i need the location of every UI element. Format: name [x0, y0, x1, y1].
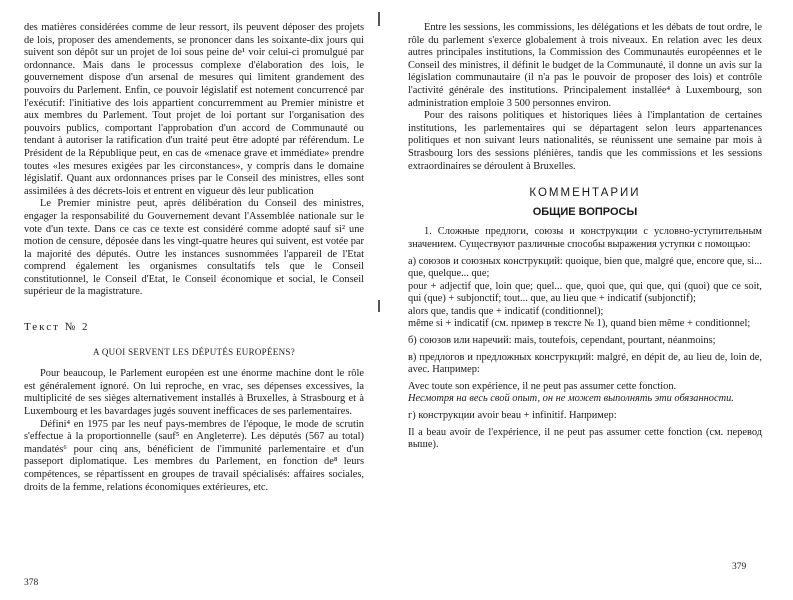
paragraph: Défini⁴ en 1975 par les neuf pays-membres de l'époque, le mode de scrutin s'effectue à la proportionnelle (sauf⁵ en Angleterre). Les députés (567 au total) mandatés⁶ pour cinq ans, bénéficient de l'immunité parlementaire et d'un passeport diplomatique. Les membres du Parlement, en fonction de⁸ leurs compétences, se répartissent en groupes de travail spécialisés: affaires sociales, droits de la femme, relations économiques extérieures, etc. — [24, 418, 364, 493]
paragraph: Entre les sessions, les commissions, les délégations et les débats de tout ordre, le rôle du parlement s'exerce globalement à trois niveaux. En relation avec les deux autres principales institutions, la Commission des Communautés européennes et le Conseil des ministres, il définit le budget de la Communauté, il donne un avis sur la législation communautaire (il n'a pas le pouvoir de proposer des lois) et contrôle l'activité générale des institutions. Principalement installée⁴ à Luxembourg, son administration emploie 3 500 personnes environ. — [408, 22, 762, 109]
section-intro: 1. Сложные предлоги, союзы и конструкции с условно-уступительным значением. Существуют различные способы выражения уступки с помощью: — [408, 226, 762, 250]
list-item: alors que, tandis que + indicatif (conditionnel); — [408, 305, 604, 317]
list-item: г) конструкции avoir beau + infinitif. Например: — [408, 410, 617, 422]
commentary-title: КОММЕНТАРИИ — [529, 187, 641, 200]
text-heading: Текст № 2 — [24, 321, 90, 334]
paragraph: des matières considérées comme de leur ressort, ils peuvent déposer des projets de lois, proposer des amendements, se prononcer dans les soixante-dix jours qui suivent son dépôt sur un projet de loi sous peine de¹ voir celui-ci promulgué par ordonnance. Mais dans le processus complexe d'élaboration des lois, le gouvernement dispose d'un arsenal de mesures qui limitent grandement des pouvoirs du Parlement. Enfin, ce pouvoir législatif est notement concurrencé par l'exécutif: l'initiative des lois appartient concurremment au Premier ministre et aux membres du Parlement. Tout projet de loi portant sur l'organisation des pouvoirs publics, comportant l'approbation d'un accord de Communauté ou tendant à autoriser la ratification d'un traité peut être adopté par référendum. Le Président de la République peut, en cas de «menace grave et immédiate» prendre toutes «les mesures exigées par les circonstances», y compris dans le domaine législatif. Quant aux ordonnances prises par le Conseil des ministres, elles sont assimilées à des décrets-lois et entrent en vigueur dès leur publication — [24, 22, 364, 197]
left-column — [24, 22, 364, 494]
list-item: б) союзов или наречий: mais, toutefois, cependant, pourtant, néanmoins; — [408, 335, 716, 347]
example-sentence: Il a beau avoir de l'expérience, il ne peut pas assumer cette fonction (см. перевод выше). — [408, 426, 762, 451]
list-item: в) предлогов и предложных конструкций: malgré, en dépit de, au lieu de, loin de, avec. Например: — [408, 351, 762, 376]
list-item: а) союзов и союзных конструкций: quoique, bien que, malgré que, encore que, si... que, quelque... que; — [408, 255, 762, 280]
list-item: pour + adjectif que, loin que; quel... que, quoi que, qui que, qui (quoi) que ce soit, qui (que) + subjonctif; tout... que, au lieu que + indicatif (subjonctif); — [408, 280, 762, 305]
page-number-right: 379 — [732, 562, 747, 572]
left-page — [0, 0, 380, 600]
paragraph: Le Premier ministre peut, après délibération du Conseil des ministres, engager la responsabilité du Gouvernement devant l'Assemblée nationale sur le vote d'un texte. Dans ce cas ce texte est considéré comme adopté sauf si² une motion de censure, déposée dans les vingt-quatre heures qui suivent, est votée par la majorité des députés. Outre les instances susnommées l'appareil de l'Etat comprend également les organismes consultatifs tels que le Conseil constitutionnel, le Conseil d'Etat, le Conseil économique et social, le Conseil supérieur de la magistrature. — [24, 198, 364, 298]
page-number-left: 378 — [24, 578, 39, 588]
general-questions-title: ОБЩИЕ ВОПРОСЫ — [532, 205, 638, 218]
right-column — [408, 22, 762, 452]
right-page — [394, 0, 793, 600]
paragraph: Pour beaucoup, le Parlement européen est une énorme machine dont le rôle est généralement ignoré. On lui reproche, en vrac, ses dépenses excessives, la multiplicité de ses sièges alternativement installés à Bruxelles, à Strasbourg et à Luxembourg et les bavardages jugés souvent inefficaces de ses parlementaires. — [24, 368, 364, 418]
text-subtitle: A QUOI SERVENT LES DÉPUTÉS EUROPÉENS? — [93, 346, 295, 357]
paragraph: Pour des raisons politiques et historiques liées à l'implantation de certaines institutions, les parlementaires qui se départagent selon leurs appartenances politiques et non suivant leurs nationalités, se réunissent une semaine par mois à Strasbourg lors des sessions plénières, tandis que les commissions et les sessions extraordinaires se déroulent à Bruxelles. — [408, 110, 762, 172]
example-sentence: Avec toute son expérience, il ne peut pas assumer cette fonction. — [408, 380, 677, 392]
example-translation: Несмотря на весь свой опыт, он не может выполнять эти обязанности. — [408, 393, 734, 405]
concession-list — [408, 256, 762, 452]
list-item: même si + indicatif (см. пример в тексте № 1), quand bien même + conditionnel; — [408, 318, 751, 330]
